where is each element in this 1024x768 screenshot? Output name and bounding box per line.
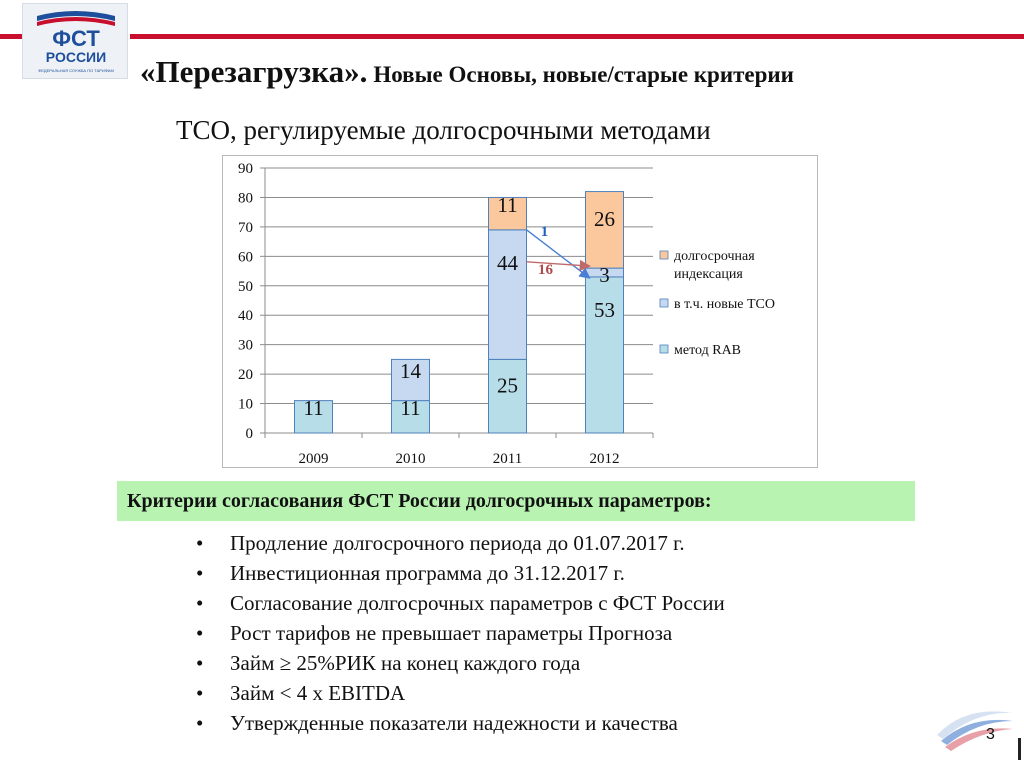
slide-title-main: «Перезагрузка». (140, 54, 368, 89)
data-label: 44 (497, 250, 518, 275)
list-item-text: Утвержденные показатели надежности и качества (230, 711, 678, 735)
bullet: • (196, 711, 204, 735)
slide-title (140, 54, 794, 90)
y-tick-label: 60 (238, 249, 253, 266)
data-label: 3 (599, 263, 610, 288)
data-label: 25 (497, 373, 518, 398)
list-item (196, 618, 725, 648)
y-tick-label: 30 (238, 337, 253, 354)
y-tick-label: 40 (238, 308, 253, 325)
bullet: • (196, 531, 204, 555)
list-item-text: Инвестиционная программа до 31.12.2017 г. (230, 561, 625, 585)
x-tick-label: 2009 (298, 451, 329, 467)
top-red-rule (130, 34, 1024, 39)
list-item (196, 528, 725, 558)
criteria-heading: Критерии согласования ФСТ России долгосрочных параметров: (117, 481, 915, 521)
y-tick-label: 20 (238, 367, 253, 384)
x-tick-label: 2010 (395, 451, 426, 467)
y-tick-label: 70 (238, 219, 253, 236)
x-tick-label: 2011 (492, 451, 523, 467)
stacked-bar-chart (223, 156, 819, 469)
list-item-text: Продление долгосрочного периода до 01.07.2017 г. (230, 531, 685, 555)
annotation-label: 1 (540, 223, 549, 240)
list-item-text: Займ ≥ 25%РИК на конец каждого года (230, 651, 581, 675)
edge-mark (1018, 738, 1021, 760)
fst-logo (22, 3, 128, 79)
slide-subtitle: ТСО, регулируемые долгосрочными методами (176, 115, 711, 145)
flag-swoosh-decoration (935, 695, 1015, 755)
legend-swatch (660, 345, 668, 353)
data-label: 11 (400, 396, 421, 421)
list-item (196, 708, 725, 738)
criteria-list (196, 528, 725, 738)
x-tick-label: 2012 (589, 451, 620, 467)
top-red-rule-left (0, 34, 22, 39)
y-tick-label: 90 (238, 161, 253, 177)
y-tick-label: 10 (238, 396, 253, 413)
y-tick-label: 80 (238, 190, 253, 207)
legend-label: метод RAB (674, 343, 742, 358)
logo-line2: РОССИИ (45, 49, 107, 65)
annotation-arrow (527, 262, 590, 266)
annotation-arrow (527, 230, 590, 278)
legend-label: долгосрочная индексация (674, 249, 755, 282)
data-label: 11 (303, 396, 324, 421)
bar-segment (489, 230, 527, 360)
legend-swatch (660, 299, 668, 307)
data-label: 14 (400, 358, 421, 383)
logo-line1: ФСТ (52, 26, 100, 51)
bullet: • (196, 681, 204, 705)
annotation-label: 16 (538, 261, 553, 278)
y-tick-label: 50 (238, 278, 253, 295)
list-item (196, 558, 725, 588)
list-item-text: Рост тарифов не превышает параметры Прогноза (230, 621, 673, 645)
data-label: 26 (594, 207, 615, 232)
bullet: • (196, 621, 204, 645)
slide-title-sub: Новые Основы, новые/старые критерии (373, 62, 794, 87)
chart-frame (222, 155, 818, 468)
legend-label: в т.ч. новые ТСО (674, 297, 775, 312)
bullet: • (196, 651, 204, 675)
list-item-text: Займ < 4 x EBITDA (230, 681, 406, 705)
data-label: 53 (594, 297, 615, 322)
list-item (196, 588, 725, 618)
bullet: • (196, 591, 204, 615)
list-item (196, 648, 725, 678)
legend-swatch (660, 251, 668, 259)
y-tick-label: 0 (245, 426, 253, 442)
fst-logo-graphic (23, 4, 129, 80)
bullet: • (196, 561, 204, 585)
data-label: 11 (497, 193, 518, 218)
list-item-text: Согласование долгосрочных параметров с ФСТ России (230, 591, 725, 615)
logo-tagline: ФЕДЕРАЛЬНАЯ СЛУЖБА ПО ТАРИФАМ (38, 68, 114, 73)
page-number: 3 (986, 726, 995, 743)
list-item (196, 678, 725, 708)
